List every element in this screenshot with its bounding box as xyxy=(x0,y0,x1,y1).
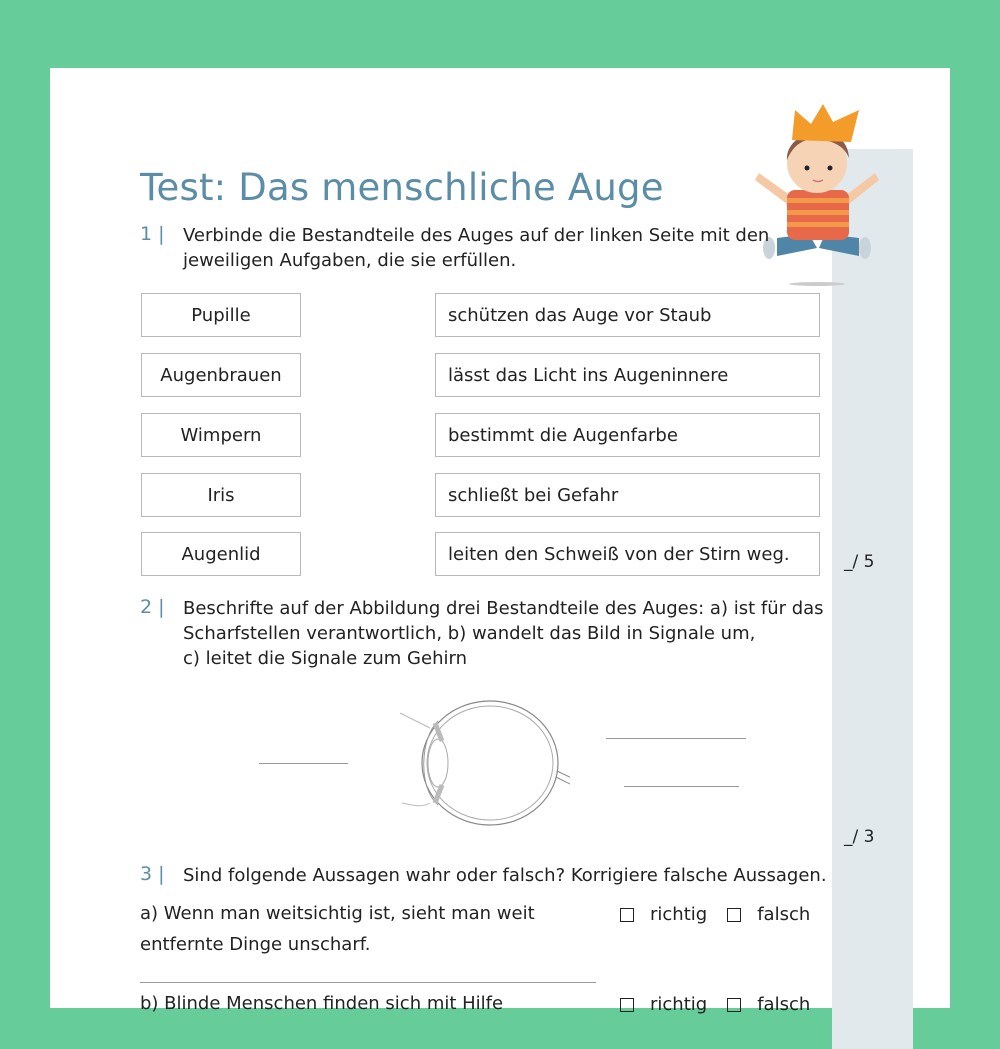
statement-a-options xyxy=(620,904,810,925)
question-1-score: _/ 5 xyxy=(844,552,875,572)
statement-b-line-1: b) Blinde Menschen finden sich mit Hilfe xyxy=(140,993,504,1014)
label-falsch: falsch xyxy=(757,904,811,925)
match-left-item[interactable]: Pupille xyxy=(141,293,301,337)
statement-a xyxy=(140,898,535,960)
checkbox-richtig[interactable] xyxy=(620,908,634,922)
label-richtig: richtig xyxy=(650,994,708,1015)
match-right-item[interactable]: schützen das Auge vor Staub xyxy=(435,293,820,337)
statement-a-line-1: a) Wenn man weitsichtig ist, sieht man weit xyxy=(140,903,535,924)
label-falsch: falsch xyxy=(757,994,811,1015)
match-right-item[interactable]: leiten den Schweiß von der Stirn weg. xyxy=(435,532,820,576)
match-right-item[interactable]: lässt das Licht ins Augeninnere xyxy=(435,353,820,397)
question-1-line-1: Verbinde die Bestandteile des Auges auf der linken Seite mit den xyxy=(183,225,770,246)
match-left-item[interactable]: Augenlid xyxy=(141,532,301,576)
answer-line-c[interactable] xyxy=(624,786,739,787)
statement-b-options xyxy=(620,994,810,1015)
match-left-item[interactable]: Iris xyxy=(141,473,301,517)
answer-line-b[interactable] xyxy=(606,738,746,739)
question-1-number: 1 | xyxy=(140,223,165,245)
worksheet-page xyxy=(50,68,950,1015)
correction-line-a[interactable] xyxy=(140,982,596,983)
page-title: Test: Das menschliche Auge xyxy=(140,166,664,209)
question-2-score: _/ 3 xyxy=(844,827,875,847)
question-1-line-2: jeweiligen Aufgaben, die sie erfüllen. xyxy=(183,250,517,271)
match-left-item[interactable]: Augenbrauen xyxy=(141,353,301,397)
question-2-line-1: Beschrifte auf der Abbildung drei Bestandteile des Auges: a) ist für das xyxy=(183,598,824,619)
question-2-line-3: c) leitet die Signale zum Gehirn xyxy=(183,648,467,669)
question-2-text xyxy=(183,596,824,671)
question-2-number: 2 | xyxy=(140,596,165,618)
match-right-item[interactable]: schließt bei Gefahr xyxy=(435,473,820,517)
label-richtig: richtig xyxy=(650,904,708,925)
question-3-text: Sind folgende Aussagen wahr oder falsch? Korrigiere falsche Aussagen. xyxy=(183,865,827,886)
statement-b xyxy=(140,988,503,1019)
match-right-item[interactable]: bestimmt die Augenfarbe xyxy=(435,413,820,457)
question-2-line-2: Scharfstellen verantwortlich, b) wandelt das Bild in Signale um, xyxy=(183,623,756,644)
checkbox-falsch[interactable] xyxy=(727,908,741,922)
question-1-text xyxy=(183,223,769,273)
eye-diagram-icon xyxy=(380,693,570,833)
match-left-item[interactable]: Wimpern xyxy=(141,413,301,457)
question-3-number: 3 | xyxy=(140,863,165,885)
answer-line-a[interactable] xyxy=(259,763,348,764)
statement-a-line-2: entfernte Dinge unscharf. xyxy=(140,934,371,955)
